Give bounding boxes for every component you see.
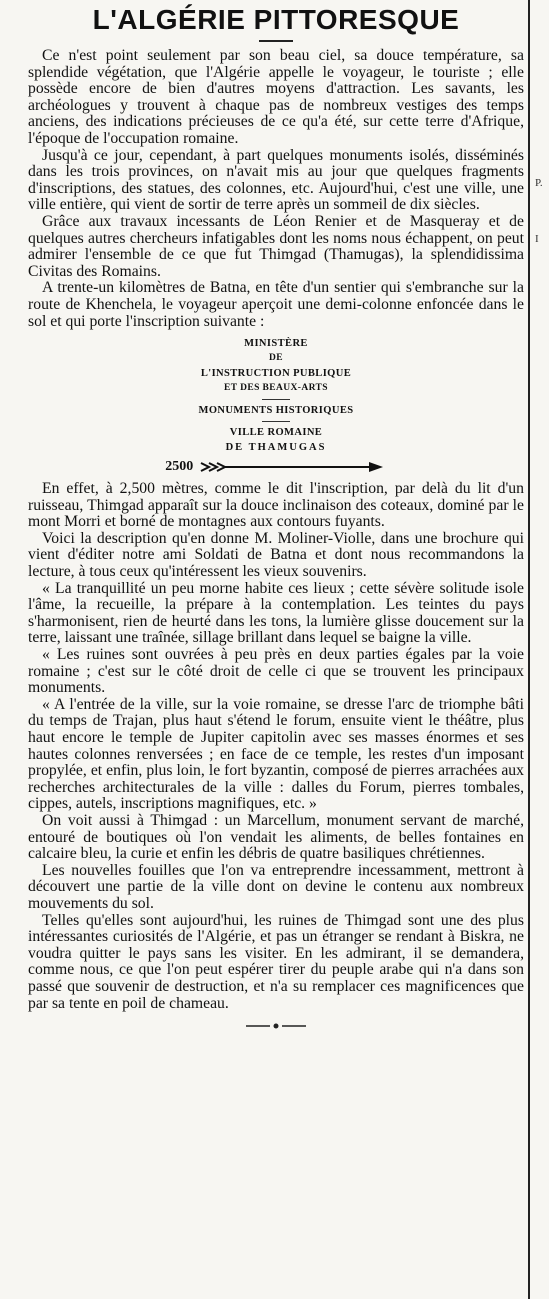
- margin-fragment: P.: [535, 177, 543, 189]
- paragraph: Ce n'est point seulement par son beau ciel, sa douce température, sa splendide végétation, que l'Algérie appelle le voyageur, le touriste ; elle possède encore de bien d'autres moyens d'attraction. Les savants, les archéologues y trouvent à chaque pas de nombreux vestiges des temps anciens, des indications précieuses de ce qu'a été, sur cette terre d'Afrique, l'époque de l'occupation romaine.: [28, 47, 524, 147]
- paragraph: Grâce aux travaux incessants de Léon Renier et de Masqueray et de quelques autres chercheurs infatigables dont les noms nous échappent, on peut admirer l'ensemble de ce que fut Thimgad (Thamugas), la splendidissima Civitas des Romains.: [28, 212, 524, 280]
- paragraph: Jusqu'à ce jour, cependant, à part quelques monuments isolés, disséminés dans les trois provinces, on n'avait mis au jour que quelques fragments d'inscriptions, des statues, des colonnes, etc. Aujourd'hui, c'est une ville, une ville entière, qui vient de sortir de terre après un sommeil de dix siècles.: [28, 146, 524, 214]
- inscription-line: DE THAMUGAS: [225, 442, 327, 454]
- adjacent-column-fragment: [533, 0, 549, 1299]
- inscription-line: VILLE ROMAINE: [229, 427, 323, 439]
- margin-fragment: I: [535, 233, 539, 245]
- paragraph: Voici la description qu'en donne M. Moliner-Violle, dans une brochure qui vient d'éditer notre ami Soldati de Batna et dont nous recommandons la lecture, à tous ceux qu'intéressent les vieux souvenirs.: [28, 529, 524, 581]
- inscription-line: MONUMENTS HISTORIQUES: [198, 405, 354, 417]
- title-rule: [259, 40, 293, 42]
- inscription-line: DE: [269, 353, 283, 364]
- paragraph: On voit aussi à Thimgad : un Marcellum, monument servant de marché, entouré de boutiques où l'on vendait les aliments, de belles fontaines en calcaire bleu, la curie et enfin les débris de quatre basiliques chrétiennes.: [28, 811, 524, 863]
- column-rule: [528, 0, 530, 1299]
- paragraph: A trente-un kilomètres de Batna, en tête d'un sentier qui s'embranche sur la route de Khenchela, le voyageur aperçoit une demi-colonne enfoncée dans le sol et qui porte l'inscription suivante :: [28, 279, 524, 330]
- inscription-line: MINISTÈRE: [244, 338, 308, 350]
- distance-value: 2500: [165, 459, 194, 475]
- distance-marker: [28, 457, 524, 477]
- inscription-line: L'INSTRUCTION PUBLIQUE: [200, 368, 352, 380]
- inscription-rule: [262, 421, 290, 422]
- quote-paragraph: « La tranquillité un peu morne habite ces lieux ; cette sévère solitude isole l'âme, la recueille, la prépare à la contemplation. Les teintes du pays s'harmonisent, rien de heurté dans les tons, la lumière glisse doucement sur la terre, laissant une traînée, sillage brillant dans lequel se baigne la ville.: [28, 579, 524, 647]
- article-column: [28, 0, 524, 1299]
- article-body: [28, 48, 524, 330]
- ornament-icon: [246, 1021, 306, 1031]
- inscription-block: [28, 336, 524, 455]
- end-ornament: [28, 1018, 524, 1036]
- paragraph: Telles qu'elles sont aujourd'hui, les ruines de Thimgad sont une des plus intéressantes curiosités de l'Algérie, et pas un étranger se rendant à Biskra, ne voudra quitter le pays sans les visiter. En les admirant, il se demandera, comme nous, ce que l'on peut espérer tirer du peuple arabe qui n'a dans son passé que souvenir de destruction, et n'a su remplacer ces magnificences que par sa tente en poil de chameau.: [28, 911, 524, 1012]
- quote-paragraph: « Les ruines sont ouvrées à peu près en deux parties égales par la voie romaine ; c'est sur le côté droit de celle ci que se trouvent les principaux monuments.: [28, 646, 524, 697]
- inscription-line: ET DES BEAUX-ARTS: [224, 383, 328, 394]
- article-title: L'ALGÉRIE PITTORESQUE: [92, 4, 460, 35]
- paragraph: Les nouvelles fouilles que l'on va entreprendre incessamment, mettront à découvert une partie de la ville dont on devine le contenu aux nombreux mouvements du sol.: [28, 861, 524, 912]
- inscription-rule: [262, 399, 290, 400]
- article-body-continued: [28, 481, 524, 1012]
- quote-paragraph: « A l'entrée de la ville, sur la voie romaine, se dresse l'arc de triomphe bâti du temps de Trajan, plus haut s'étend le forum, ensuite vient le théâtre, plus haut encore le temple de Jupiter capitolin avec ses masses énormes et ses hautes colonnes renversées ; en face de ce temple, les restes d'un imposant propylée, et enfin, plus loin, le fort byzantin, composé de pierres arrachées aux recherches architecturales de la ville : dalles du Forum, pierres tombales, cippes, autels, inscriptions magnifiques, etc. »: [28, 695, 524, 813]
- arrow-icon: [197, 461, 387, 473]
- paragraph: En effet, à 2,500 mètres, comme le dit l'inscription, par delà du lit d'un ruisseau, Thimgad apparaît sur la douce inclinaison des coteaux, dominé par le mont Morri et borné de montagnes aux contours fuyants.: [28, 480, 524, 531]
